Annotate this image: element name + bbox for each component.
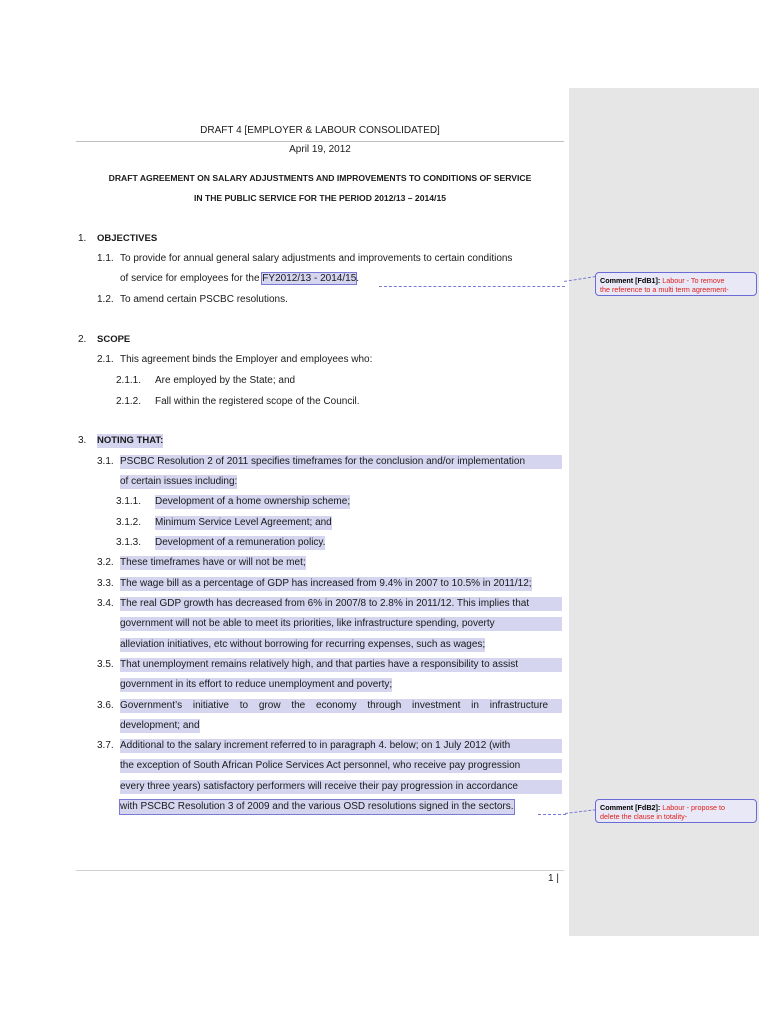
item-text: government in its effort to reduce unemployment and poverty; xyxy=(120,679,393,690)
item-text: These timeframes have or will not be met; xyxy=(120,557,306,568)
header-date: April 19, 2012 xyxy=(289,144,351,155)
item-text: Government’s initiative to grow the economy through investment in infrastructure xyxy=(120,699,562,713)
section-number: 2. xyxy=(78,334,87,345)
item-text: of certain issues including: xyxy=(120,476,238,487)
section-title-objectives: OBJECTIVES xyxy=(97,233,158,244)
section-number: 1. xyxy=(78,233,87,244)
comment-text: Labour - propose to xyxy=(660,803,726,812)
section-number: 3. xyxy=(78,435,87,446)
subitem-text: Are employed by the State; and xyxy=(155,375,296,386)
item-number: 1.2. xyxy=(97,294,114,305)
item-text: alleviation initiatives, etc without borrowing for recurring expenses, such as wages; xyxy=(120,639,486,650)
footer-rule xyxy=(76,870,564,871)
comment-text: the reference to a multi term agreement- xyxy=(600,285,729,294)
comment-connector xyxy=(538,814,566,815)
comment-label: Comment [FdB1]: xyxy=(600,276,661,285)
subitem-number: 3.1.3. xyxy=(116,537,142,548)
header-rule xyxy=(76,141,564,142)
subitem-text: Development of a home ownership scheme; xyxy=(155,496,351,507)
comment-label: Comment [FdB2]: xyxy=(600,803,661,812)
item-text: The real GDP growth has decreased from 6% in 2007/8 to 2.8% in 2011/12. This implies that xyxy=(120,597,562,611)
item-text: development; and xyxy=(120,720,200,731)
subitem-number: 2.1.2. xyxy=(116,396,142,407)
header-line: DRAFT 4 [EMPLOYER & LABOUR CONSOLIDATED] xyxy=(200,125,440,136)
subitem-text: Fall within the registered scope of the Council. xyxy=(155,396,360,407)
item-text: PSCBC Resolution 2 of 2011 specifies timeframes for the conclusion and/or implementation xyxy=(120,455,562,469)
comment-text: Labour - To remove xyxy=(660,276,725,285)
document-title-line-1: DRAFT AGREEMENT ON SALARY ADJUSTMENTS AND IMPROVEMENTS TO CONDITIONS OF SERVICE xyxy=(108,173,532,183)
item-number: 3.1. xyxy=(97,456,114,467)
item-number: 3.7. xyxy=(97,740,114,751)
comment-connector xyxy=(379,286,565,287)
subitem-number: 2.1.1. xyxy=(116,375,142,386)
item-number: 3.2. xyxy=(97,557,114,568)
subitem-text: Minimum Service Level Agreement; and xyxy=(155,517,332,528)
commented-text-clause-3-7[interactable]: with PSCBC Resolution 3 of 2009 and the various OSD resolutions signed in the sectors. xyxy=(120,801,514,812)
subitem-number: 3.1.2. xyxy=(116,517,142,528)
section-title-noting-that: NOTING THAT: xyxy=(97,435,164,446)
item-text: To amend certain PSCBC resolutions. xyxy=(120,294,288,305)
commented-text-fy-range[interactable]: FY2012/13 - 2014/15 xyxy=(262,273,357,284)
item-text: government will not be able to meet its priorities, like infrastructure spending, poverty xyxy=(120,617,562,631)
item-number: 2.1. xyxy=(97,354,114,365)
subitem-number: 3.1.1. xyxy=(116,496,142,507)
item-text: To provide for annual general salary adjustments and improvements to certain conditions xyxy=(120,253,513,264)
subitem-text: Development of a remuneration policy. xyxy=(155,537,326,548)
item-number: 1.1. xyxy=(97,253,114,264)
comment-balloon-fdb1[interactable] xyxy=(595,272,757,296)
page-number: 1 | xyxy=(548,873,559,884)
comment-text: delete the clause in totality- xyxy=(600,812,688,821)
item-number: 3.5. xyxy=(97,659,114,670)
item-text: The wage bill as a percentage of GDP has increased from 9.4% in 2007 to 10.5% in 2011/12; xyxy=(120,578,532,589)
item-number: 3.6. xyxy=(97,700,114,711)
item-text: Additional to the salary increment referred to in paragraph 4. below; on 1 July 2012 (with xyxy=(120,739,562,753)
item-text: every three years) satisfactory performers will receive their pay progression in accordance xyxy=(120,780,562,794)
comment-balloon-fdb2[interactable] xyxy=(595,799,757,823)
item-text: That unemployment remains relatively high, and that parties have a responsibility to assist xyxy=(120,658,562,672)
item-number: 3.3. xyxy=(97,578,114,589)
item-text: of service for employees for the FY2012/13 - 2014/15. xyxy=(120,273,360,284)
document-title-line-2: IN THE PUBLIC SERVICE FOR THE PERIOD 2012/13 – 2014/15 xyxy=(193,193,446,203)
section-title-scope: SCOPE xyxy=(97,334,131,345)
item-text: This agreement binds the Employer and employees who: xyxy=(120,354,373,365)
item-text: the exception of South African Police Services Act personnel, who receive pay progression xyxy=(120,759,562,773)
item-number: 3.4. xyxy=(97,598,114,609)
